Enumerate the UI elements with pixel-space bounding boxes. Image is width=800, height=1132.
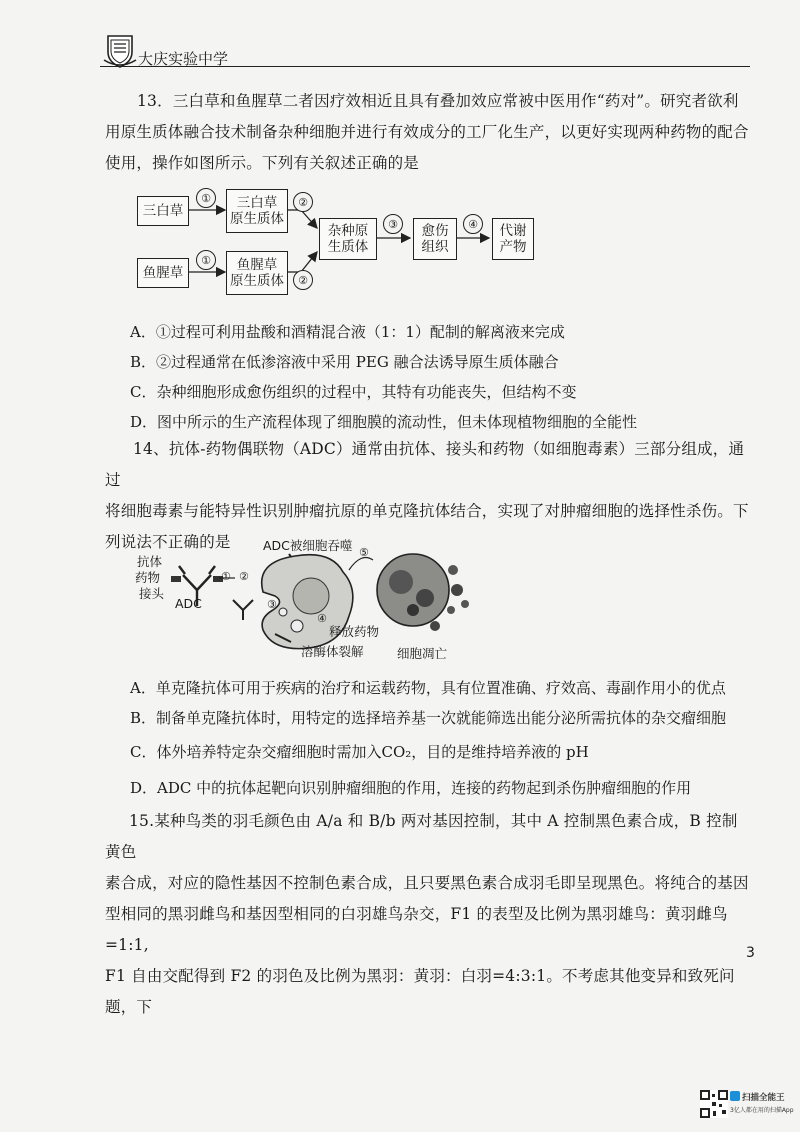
adc-step-3: ③ — [267, 598, 277, 611]
q14-option-d: D．ADC 中的抗体起靶向识别肿瘤细胞的作用，连接的药物起到杀伤肿瘤细胞的作用 — [130, 779, 692, 797]
adc-step-4: ④ — [317, 612, 327, 625]
scanner-watermark — [700, 1088, 794, 1122]
label-antibody: 抗体 — [137, 554, 163, 569]
protoplast-1-box: 三白草 原生质体 — [226, 189, 288, 233]
school-logo-icon — [100, 30, 140, 70]
protoplast-2-box: 鱼腥草 原生质体 — [226, 251, 288, 295]
step-3-marker: ③ — [383, 214, 403, 234]
label-drug: 药物 — [135, 570, 161, 585]
q14-option-b: B．制备单克隆抗体时，用特定的选择培养基一次就能筛选出能分泌所需抗体的杂交瘤细胞 — [130, 709, 727, 727]
school-name: 大庆实验中学 — [138, 50, 229, 68]
q14-option-c: C．体外培养特定杂交瘤细胞时需加入CO₂，目的是维持培养液的 pH — [130, 743, 589, 761]
adc-step-2: ② — [239, 570, 249, 583]
step-1-marker: ① — [196, 250, 216, 270]
step-2-marker: ② — [293, 192, 313, 212]
label-drug-release: 释放药物 — [329, 624, 380, 639]
callus-box: 愈伤 组织 — [413, 218, 457, 260]
metabolite-box: 代谢 产物 — [492, 218, 534, 260]
hybrid-protoplast-box: 杂种原 生质体 — [319, 218, 377, 260]
adc-step-1: ① — [221, 570, 231, 583]
q13-stem-line: 使用，操作如图所示。下列有关叙述正确的是 — [105, 154, 420, 172]
scanner-name: 扫描全能王 — [742, 1093, 785, 1103]
q13-option-b: B．②过程通常在低渗溶液中采用 PEG 融合法诱导原生质体融合 — [130, 353, 559, 371]
step-4-marker: ④ — [463, 214, 483, 234]
page-header — [100, 30, 750, 74]
step-2-marker: ② — [293, 270, 313, 290]
scanner-slogan: 3亿人都在用的扫描App — [730, 1107, 794, 1114]
q14-stem-line: 将细胞毒素与能特异性识别肿瘤抗原的单克隆抗体结合，实现了对肿瘤细胞的选择性杀伤。下 — [105, 502, 749, 520]
q13-option-c: C．杂种细胞形成愈伤组织的过程中，其特有功能丧失，但结构不变 — [130, 383, 577, 401]
page-number: 3 — [746, 945, 755, 961]
q15-stem-line: 15.某种鸟类的羽毛颜色由 A/a 和 B/b 两对基因控制，其中 A 控制黑色素合成，B 控制黄色 — [105, 812, 738, 861]
q14-stem-line: 14、抗体-药物偶联物（ADC）通常由抗体、接头和药物（如细胞毒素）三部分组成，通过 — [105, 440, 745, 489]
plant-sanbaicao-box: 三白草 — [137, 196, 189, 226]
q14-stem-line: 列说法不正确的是 — [105, 533, 231, 551]
q13-stem-line: 用原生质体融合技术制备杂种细胞并进行有效成分的工厂化生产，以更好实现两种药物的配合 — [105, 123, 749, 141]
label-adc: ADC — [175, 596, 202, 611]
adc-mechanism-figure — [135, 530, 475, 670]
q13-stem-line: 13．三白草和鱼腥草二者因疗效相近且具有叠加效应常被中医用作“药对”。研究者欲利 — [137, 92, 739, 110]
q15-stem-line: 型相同的黑羽雌鸟和基因型相同的白羽雄鸟杂交，F1 的表型及比例为黑羽雄鸟：黄羽雌鸟=1:1, — [105, 905, 728, 954]
camscanner-logo-icon — [730, 1091, 740, 1101]
q15-stem-line: 素合成，对应的隐性基因不控制色素合成，且只要黑色素合成羽毛即呈现黑色。将纯合的基因 — [105, 874, 749, 892]
label-lysosome-lysis: 溶酶体裂解 — [301, 644, 364, 659]
qr-code-icon — [700, 1090, 728, 1118]
q13-stem — [105, 86, 750, 179]
q13-flow-diagram — [133, 180, 553, 306]
q15-stem — [105, 806, 750, 1023]
plant-yuxingcao-box: 鱼腥草 — [137, 258, 189, 288]
adc-step-5: ⑤ — [359, 546, 369, 559]
q13-option-a: A．①过程可利用盐酸和酒精混合液（1：1）配制的解离液来完成 — [130, 323, 565, 341]
label-linker: 接头 — [139, 586, 165, 601]
q15-stem-line: F1 自由交配得到 F2 的羽色及比例为黑羽：黄羽：白羽=4:3:1。不考虑其他变异和致死问题，下 — [105, 967, 735, 1016]
step-1-marker: ① — [196, 188, 216, 208]
q13-option-d: D．图中所示的生产流程体现了细胞膜的流动性，但未体现植物细胞的全能性 — [130, 413, 638, 431]
label-adc-engulfed: ADC被细胞吞噬 — [263, 538, 353, 553]
q14-option-a: A．单克隆抗体可用于疾病的治疗和运载药物，具有位置准确、疗效高、毒副作用小的优点 — [130, 679, 726, 697]
label-apoptosis: 细胞凋亡 — [397, 646, 448, 661]
header-divider — [100, 66, 750, 67]
